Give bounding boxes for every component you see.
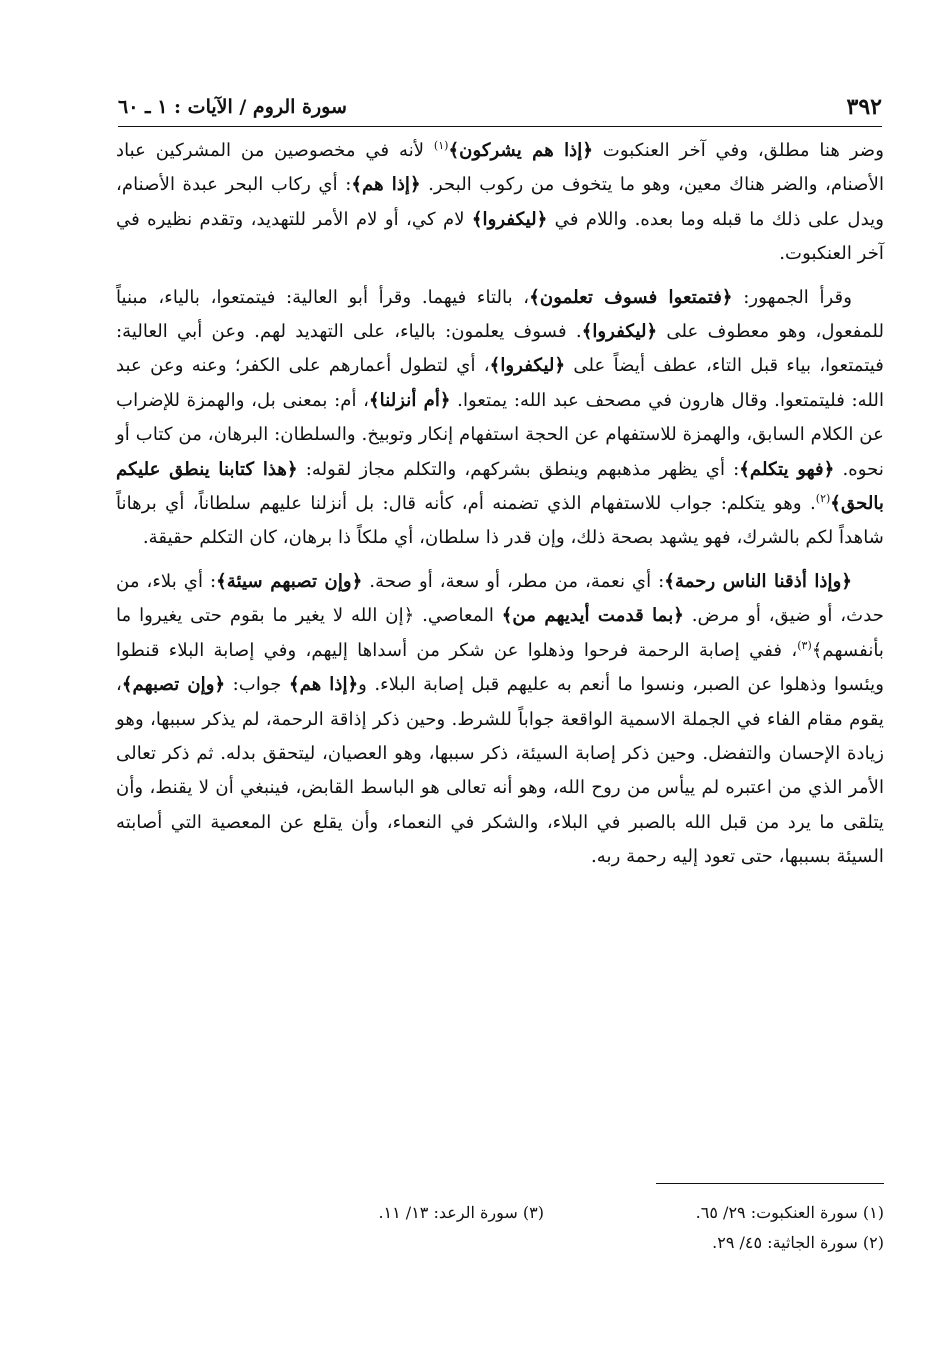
paragraph-3	[116, 565, 884, 875]
page-header	[118, 92, 882, 127]
footnote-row	[244, 1198, 884, 1258]
quran-quote: ﴿ليكفروا﴾	[489, 355, 566, 377]
text-run: وقرأ الجمهور:	[732, 286, 853, 308]
text-run: لام كي، أو لام الأمر للتهديد، وتقدم نظيره في آخر العنكبوت.	[116, 208, 884, 265]
text-run: ، أم: بمعنى بل، والهمزة للإضراب عن الكلام السابق، والهمزة للاستفهام عن الحجة استفهام إنكار وتوبيخ. والسلطان: البرهان، من كتاب أو نحوه.	[116, 389, 884, 480]
text-run: : أي بلاء، من حدث، أو ضيق، أو مرض.	[116, 570, 884, 627]
text-run: . فسوف يعلمون: بالياء، على التهديد لهم. وعن أبي العالية: فيتمتعوا، بياء قبل التاء، عطف أيضاً على	[116, 321, 884, 377]
quran-quote: ﴿إذا هم﴾	[351, 174, 421, 196]
text-run: : أي نعمة، من مطر، أو سعة، أو صحة.	[362, 570, 665, 592]
quran-quote: ﴿ليكفروا﴾	[581, 321, 658, 343]
page-number: ٣٩٢	[846, 94, 882, 120]
text-run: جواب:	[225, 674, 289, 696]
footnote-column-left	[244, 1198, 544, 1258]
quran-quote: ﴿وإن تصبهم سيئة﴾	[216, 570, 363, 592]
text-run: ، يقوم مقام الفاء في الجملة الاسمية الواقعة جواباً للشرط. وحين ذكر إذاقة الرحمة، لم يذكر سببها، وهو زيادة الإحسان والتفضل. وحين ذكر إصابة السيئة، ذكر سببها، وهو العصيان، ليتحقق بدله. ثم ذكر تعالى الأمر الذي من اعتبره لم ييأس من روح الله، وهو أنه تعالى هو الباسط القابض، فينبغي أن لا يقنط، وأن يتلقى ما يرد من قبل الله بالصبر في البلاء، والشكر في النعماء، وأن يقلع عن المعصية التي أصابته السيئة بسببها، حتى تعود إليه رحمة ربه.	[116, 674, 884, 868]
running-head: سورة الروم / الآيات : ١ ـ ٦٠	[118, 96, 347, 118]
footnote-ref: (٢)	[815, 492, 831, 505]
text-run: ﴿إن الله لا يغير ما بقوم حتى يغيروا ما بأنفسهم﴾	[116, 605, 884, 661]
quran-quote: ﴿هذا كتابنا ينطق عليكم بالحق﴾	[116, 458, 884, 515]
quran-quote: ﴿إذا هم﴾	[288, 674, 359, 696]
footnote-ref: (١)	[433, 138, 449, 152]
footnote-1: (١) سورة العنكبوت: ٢٩/ ٦٥.	[695, 1203, 884, 1222]
footnote-column-right	[584, 1198, 884, 1258]
quran-quote: ﴿فهو يتكلم﴾	[739, 458, 835, 480]
quran-quote: ﴿فتمتعوا فسوف تعلمون﴾	[529, 286, 733, 308]
quran-quote: ﴿وإن تصبهم﴾	[121, 674, 226, 696]
text-run: ، ففي إصابة الرحمة فرحوا وذهلوا عن شكر من أسداها إليهم، وفي إصابة البلاء قنطوا ويئسوا وذهلوا عن الصبر، ونسوا ما أنعم به عليهم قبل إصابة البلاء. و	[116, 639, 884, 696]
quran-quote: ﴿ليكفروا﴾	[471, 208, 548, 230]
quran-quote: ﴿إذا هم يشركون﴾	[448, 140, 593, 161]
quran-quote: ﴿وإذا أذقنا الناس رحمة﴾	[664, 570, 853, 592]
quran-quote: ﴿أم أنزلنا﴾	[369, 389, 451, 411]
text-run: : أي ركاب البحر عبدة الأصنام، ويدل على ذلك ما قبله وما بعده. واللام في	[116, 174, 884, 230]
footnote-rule	[656, 1183, 884, 1184]
text-run: لأنه في مخصوصين من المشركين عباد الأصنام، والضر هناك معين، وهو ما يتخوف من ركوب البحر.	[116, 140, 885, 196]
text-run: وضر هنا مطلق، وفي آخر العنكبوت	[593, 140, 884, 161]
footnote-ref: (٣)	[797, 638, 812, 652]
paragraph-2	[116, 281, 884, 556]
footnotes	[244, 1198, 884, 1258]
text-run: . وهو يتكلم: جواب للاستفهام الذي تضمنه أم، كأنه قال: بل أنزلنا عليهم سلطاناً، أي برهاناً شاهداً لكم بالشرك، فهو يشهد بصحة ذلك، وإن قدر ذا سلطان، أي ملكاً ذا برهان، كان التكلم حقيقة.	[116, 493, 884, 549]
footnote-2: (٢) سورة الجاثية: ٤٥/ ٢٩.	[712, 1233, 884, 1252]
main-text	[116, 134, 884, 884]
text-run: المعاصي.	[414, 605, 502, 627]
text-run: ، بالتاء فيهما. وقرأ أبو العالية: فيتمتعوا، بالياء، مبنياً للمفعول، وهو معطوف على	[116, 286, 884, 343]
quran-quote: ﴿بما قدمت أيديهم من﴾	[501, 605, 684, 627]
paragraph-1	[116, 134, 884, 272]
text-run: : أي يظهر مذهبهم وينطق بشركهم، والتكلم مجاز لقوله:	[297, 458, 740, 480]
text-run: ، أي لتطول أعمارهم على الكفر؛ وعنه وعن عبد الله: فليتمتعوا. وقال هارون في مصحف عبد الله: يمتعوا.	[116, 355, 884, 411]
footnote-3: (٣) سورة الرعد: ١٣/ ١١.	[378, 1203, 544, 1222]
